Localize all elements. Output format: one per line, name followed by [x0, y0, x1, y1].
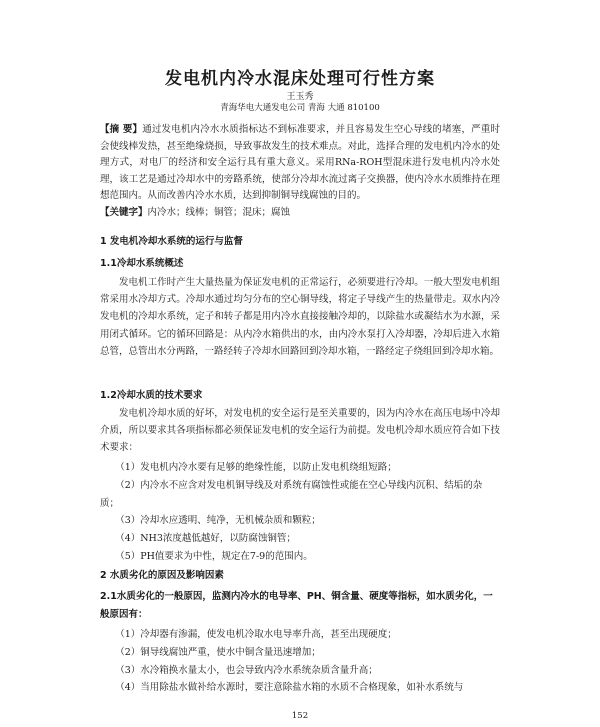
keywords-label: 【关键字】: [100, 207, 148, 218]
section-2-1-list: [100, 626, 500, 697]
list-item: （3）冷却水应透明、纯净，无机械杂质和颗粒；: [115, 515, 321, 527]
section-1-1-text: 发电机工作时产生大量热量为保证发电机的正常运行，必须要进行冷却。一般大型发电机组常采用水冷却方式。冷却水通过均匀分布的空心铜导线，将定子导线产生的热量带走。双水内冷发电机的冷却水系统，定子和转子都是用内冷水直接接触冷却的，以除盐水或凝结水为水源，采用闭式循环。它的循环回路是：从内冷水箱供出的水，由内冷水泵打入冷却器，冷却后进入水箱总管，总管出水分两路，一路经转子冷却水回路回到冷却水箱，一路经定子绕组回到冷却水箱。: [100, 277, 500, 357]
section-1-heading: 1 发电机冷却水系统的运行与监督: [100, 236, 243, 247]
section-1-2-heading: 1.2冷却水质的技术要求: [100, 390, 203, 401]
list-item: （4）当用除盐水做补给水源时，要注意除盐水箱的水质不合格现象，如补水系统与: [115, 682, 464, 694]
author-affiliation: 青海华电大通发电公司 青海 大通 810100: [220, 103, 380, 113]
abstract: [100, 122, 500, 205]
abstract-label: 【摘 要】: [100, 124, 143, 135]
section-2-heading: 2 水质劣化的原因及影响因素: [100, 570, 224, 581]
section-1-2-list: [100, 459, 500, 566]
paper-title: 发电机内冷水混床处理可行性方案: [165, 69, 435, 89]
list-item: （3）水冷箱换水量太小，也会导致内冷水系统杂质含量升高；: [115, 664, 378, 676]
list-item: （2）内冷水不应含对发电机铜导线及对系统有腐蚀性或能在空心导线内沉积、结垢的杂质；: [100, 479, 483, 509]
keywords: [100, 205, 500, 221]
page-number: 152: [291, 711, 309, 721]
list-item: （5）PH值要求为中性，规定在7-9的范围内。: [115, 550, 313, 562]
list-item: （1）冷却器有渗漏，使发电机冷取水电导率升高，甚至出现硬度；: [115, 629, 397, 640]
keywords-text: 内冷水；线棒；铜管；混床；腐蚀: [147, 207, 291, 218]
list-item: （2）铜导线腐蚀严重，使水中铜含量迅速增加；: [115, 646, 321, 658]
list-item: （1）发电机内冷水要有足够的绝缘性能，以防止发电机绕组短路；: [115, 462, 397, 473]
list-item: （4）NH3浓度越低越好，以防腐蚀铜管；: [115, 533, 296, 545]
section-1-2-text: 发电机冷却水质的好坏，对发电机的安全运行是至关重要的，因为内冷水在高压电场中冷却介质，所以要求其各项指标都必须保证发电机的安全运行为前提。发电机冷却水质应符合如下技术要求：: [100, 408, 500, 454]
section-2-1-heading: 2.1水质劣化的一般原因，监测内冷水的电导率、PH、铜含量、硬度等指标，如水质劣化，一般原因有：: [100, 591, 493, 620]
section-1-1-heading: 1.1冷却水系统概述: [100, 258, 184, 269]
abstract-text: 通过发电机内冷水水质指标达不到标准要求，并且容易发生空心导线的堵塞，严重时会使线棒发热，甚至绝缘烧损，导致事故发生的技术难点。对此，选择合理的发电机内冷水的处理方式，对电厂的经济和安全运行具有重大意义。采用RNa-ROH型混床进行发电机内冷水处理，该工艺是通过冷却水中的旁路系统，使部分冷却水流过离子交换器，使内冷水水质维持在理想范围内。从而改善内冷水水质，达到抑制铜导线腐蚀的目的。: [100, 124, 500, 201]
author-name: 王玉秀: [286, 92, 314, 102]
